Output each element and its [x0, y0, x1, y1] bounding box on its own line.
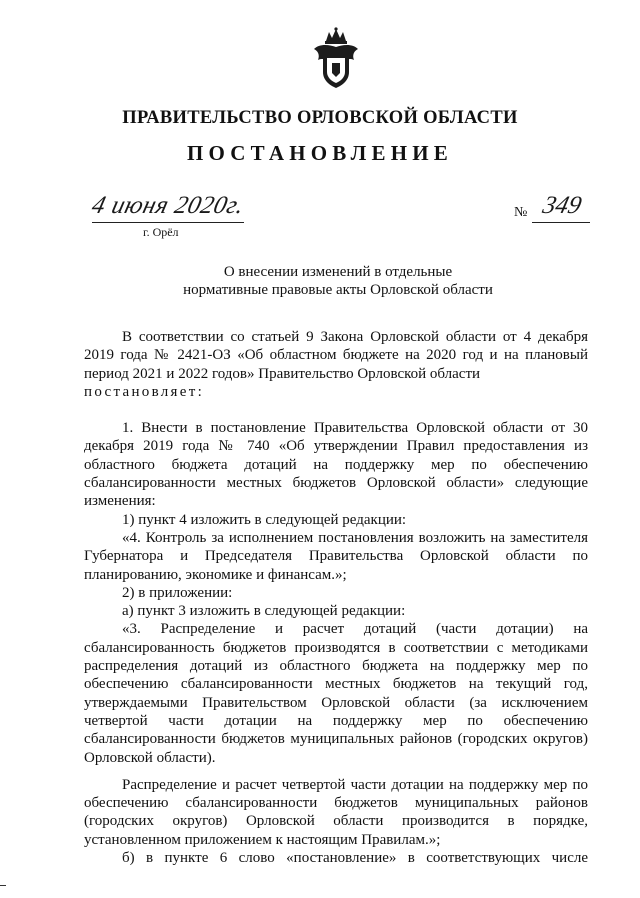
body-paragraph: б) в пункте 6 слово «постановление» в соответствующих числе	[122, 850, 588, 867]
body-paragraph: 1. Внести в постановление Правительства Орловской области от 30 декабря 2019 года № 740 «Об утверждении Правил предоставления из областного бюджета дотаций на поддержку мер по обеспечению сбалансированности местных бюджетов Орловской области» следующие изменения:	[84, 420, 588, 510]
body-paragraph: 1) пункт 4 изложить в следующей редакции:	[122, 511, 407, 528]
body-paragraph: «3. Распределение и расчет дотаций (части дотации) на сбалансированность бюджетов производятся в соответствии с методиками распределения дотаций из областного бюджета на поддержку мер по обеспечению сбалансированности местных бюджетов на текущий год, утверждаемыми Правительством Орловской области (за исключением четвертой части дотации на поддержку мер по обеспечению сбалансированности бюджетов муниципальных районов (городских округов) Орловской области).	[84, 621, 588, 766]
subject-line: нормативные правовые акты Орловской области	[183, 282, 493, 298]
document-type-title: ПОСТАНОВЛЕНИЕ	[186, 141, 454, 165]
number-label: №	[514, 205, 528, 220]
body-paragraph: а) пункт 3 изложить в следующей редакции:	[122, 603, 406, 620]
handwritten-date: 4 июня 2020г.	[89, 192, 248, 219]
body-paragraph-decree-word: постановляет:	[84, 383, 205, 400]
body-paragraph: В соответствии со статьей 9 Закона Орловской области от 4 декабря 2019 года № 2421-ОЗ «Об областном бюджете на 2020 год и на плановый период 2021 и 2022 годов» Правительство Орловской области	[84, 329, 588, 382]
organization-title: ПРАВИТЕЛЬСТВО ОРЛОВСКОЙ ОБЛАСТИ	[122, 108, 518, 128]
date-underline	[92, 222, 244, 223]
scan-edge-mark	[0, 885, 6, 886]
document-subject	[150, 263, 526, 299]
body-paragraph: 2) в приложении:	[122, 584, 233, 601]
document-body	[84, 328, 588, 867]
subject-line: О внесении изменений в отдельные	[223, 264, 453, 280]
number-underline	[532, 222, 590, 223]
handwritten-number: 349	[540, 192, 585, 219]
body-paragraph: Распределение и расчет четвертой части дотации на поддержку мер по обеспечению сбалансированности бюджетов муниципальных районов (городских округов) Орловской области производится в порядке, установленном приложением к настоящим Правилам.»;	[84, 776, 588, 848]
body-paragraph: «4. Контроль за исполнением постановления возложить на заместителя Губернатора и Председателя Правительства Орловской области по планированию, экономике и финансам.»;	[84, 529, 588, 583]
city-label: г. Орёл	[143, 225, 179, 239]
orel-region-coat-of-arms-icon	[312, 27, 360, 89]
